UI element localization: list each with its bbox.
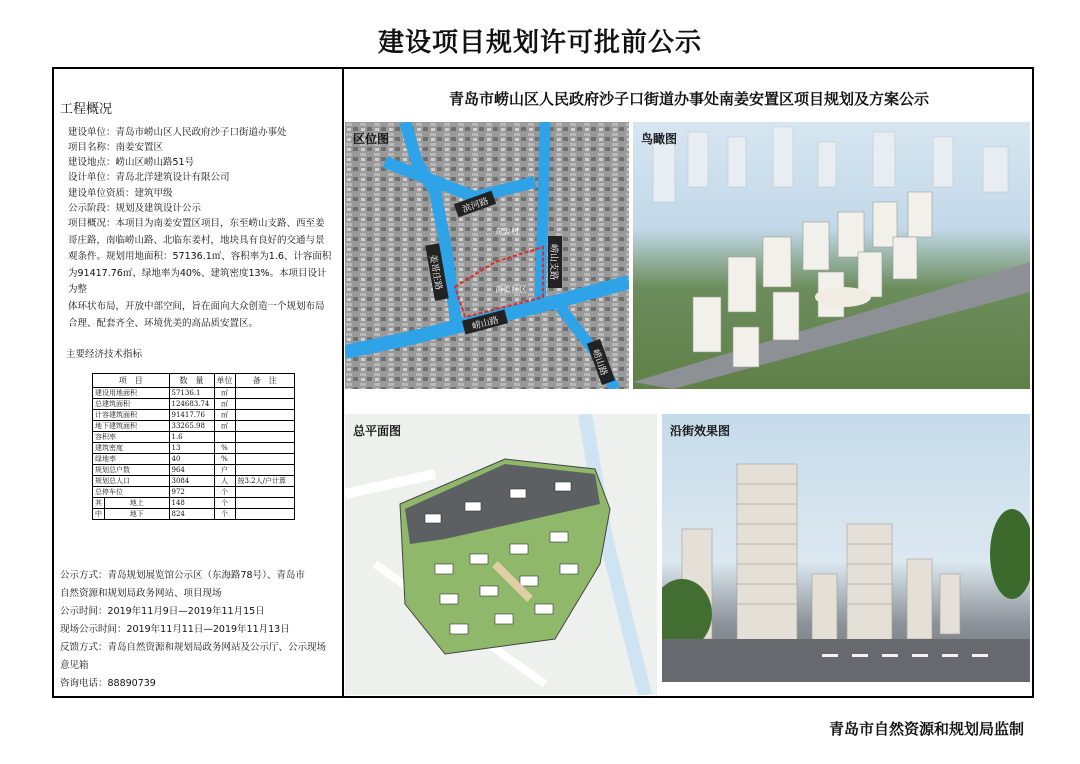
cell	[214, 432, 235, 443]
cell: 总建筑面积	[93, 399, 170, 410]
supervisor-credit: 青岛市自然资源和规划局监制	[828, 720, 1024, 738]
cell: %	[214, 443, 235, 454]
cell	[235, 399, 295, 410]
econ-table	[92, 373, 295, 520]
desc-line: 为91417.76㎡、绿地率为40%、建筑密度13%。本项目设计为整	[68, 267, 327, 296]
cell	[235, 498, 295, 509]
map-label-binhe-road: 滨河路	[461, 196, 491, 216]
panel-divider	[342, 67, 344, 698]
desc-line: 观条件。规划用地面积：57136.1㎡、容积率为1.6、计容面积	[68, 251, 332, 263]
table-row	[93, 476, 295, 487]
cell: 148	[169, 498, 214, 509]
desc-line: 项目概况：本项目为南姜安置区项目，东至崂山支路、西至姜	[68, 217, 325, 229]
notice-line: 公示方式：青岛规划展览馆公示区（东海路78号）、青岛市	[60, 570, 305, 581]
overview-row-project: 项目名称：南姜安置区	[68, 141, 164, 153]
cell: ㎡	[214, 388, 235, 399]
cell: 中	[93, 509, 105, 520]
cell: 地下	[105, 509, 170, 520]
econ-col-note: 备 注	[235, 374, 295, 388]
cell: 地上	[105, 498, 170, 509]
cell: 824	[169, 509, 214, 520]
location-map-panel	[345, 122, 629, 389]
cell: 91417.76	[169, 410, 214, 421]
siteplan-image	[345, 414, 657, 695]
cell: 3084	[169, 476, 214, 487]
cell: 规划总人口	[93, 476, 170, 487]
table-row	[93, 498, 295, 509]
cell: 总停车位	[93, 487, 170, 498]
table-row	[93, 487, 295, 498]
cell: 124683.74	[169, 399, 214, 410]
cell: 建设用地面积	[93, 388, 170, 399]
map-label-jiangezhuang-road: 姜哥庄路	[426, 253, 444, 291]
cell	[235, 487, 295, 498]
overview-row-stage: 公示阶段：规划及建筑设计公示	[68, 202, 202, 214]
cell: 规划总户数	[93, 465, 170, 476]
overview-heading: 工程概况	[60, 102, 113, 117]
table-row	[93, 388, 295, 399]
map-label-laoshan-road: 崂山路	[471, 315, 500, 333]
table-row	[93, 421, 295, 432]
street-view-label: 沿街效果图	[670, 424, 731, 438]
birdseye-image	[633, 122, 1030, 389]
table-row	[93, 399, 295, 410]
cell	[235, 410, 295, 421]
overview-row-location: 建设地点：崂山区崂山路51号	[68, 157, 195, 169]
econ-col-item: 项 目	[93, 374, 170, 388]
econ-col-qty: 数 量	[169, 374, 214, 388]
cell: 建筑密度	[93, 443, 170, 454]
birdseye-panel	[633, 122, 1030, 389]
scheme-title: 青岛市崂山区人民政府沙子口街道办事处南姜安置区项目规划及方案公示	[448, 90, 929, 108]
desc-line: 哥庄路，南临崂山路、北临东姜村，地块具有良好的交通与景	[68, 234, 325, 246]
cell	[235, 465, 295, 476]
cell	[235, 509, 295, 520]
cell: ㎡	[214, 399, 235, 410]
cell: 40	[169, 454, 214, 465]
street-view-panel	[662, 414, 1030, 682]
cell: 按3.2人/户计算	[235, 476, 295, 487]
street-view-image	[662, 414, 1030, 682]
cell: ㎡	[214, 410, 235, 421]
map-label-nanjiang-community: 南姜社区	[495, 285, 527, 294]
table-row	[93, 465, 295, 476]
cell: 个	[214, 509, 235, 520]
cell: 964	[169, 465, 214, 476]
cell: 个	[214, 487, 235, 498]
cell: 13	[169, 443, 214, 454]
table-row	[93, 509, 295, 520]
notice-title: 建设项目规划许可批前公示	[377, 28, 702, 58]
notice-info	[60, 567, 338, 693]
desc-line: 体环状布局，开放中部空间，旨在面向大众创造一个规划布局	[68, 301, 325, 313]
map-label-laoshan-road-east: 崂山路	[589, 348, 609, 378]
notice-line: 自然资源和规划局政务网站、项目现场	[60, 588, 222, 600]
cell: 1.6	[169, 432, 214, 443]
cell: 人	[214, 476, 235, 487]
overview-row-builder: 建设单位：青岛市崂山区人民政府沙子口街道办事处	[68, 126, 287, 138]
overview-row-designer: 设计单位：青岛北洋建筑设计有限公司	[68, 172, 230, 184]
notice-line: 公示时间：2019年11月9日—2019年11月15日	[60, 606, 265, 618]
overview-description	[68, 216, 336, 332]
table-row	[93, 443, 295, 454]
cell: 个	[214, 498, 235, 509]
overview-section	[60, 78, 336, 332]
cell: 57136.1	[169, 388, 214, 399]
cell	[235, 432, 295, 443]
birdseye-label: 鸟瞰图	[641, 132, 678, 146]
econ-title: 主要经济技术指标	[66, 349, 143, 360]
overview-row-qualification: 建设单位资质：建筑甲级	[68, 187, 173, 199]
location-map-image	[345, 122, 629, 389]
cell	[235, 421, 295, 432]
cell: %	[214, 454, 235, 465]
map-label-laoshan-branch-road: 崂山支路	[548, 243, 558, 281]
table-row	[93, 454, 295, 465]
econ-header-row	[93, 374, 295, 388]
notice-line: 现场公示时间：2019年11月11日—2019年11月13日	[60, 624, 290, 636]
cell	[235, 388, 295, 399]
cell: 计容建筑面积	[93, 410, 170, 421]
cell: 绿地率	[93, 454, 170, 465]
cell	[235, 443, 295, 454]
cell	[235, 454, 295, 465]
desc-line: 合理、配套齐全、环境优美的高品质安置区。	[68, 317, 259, 329]
location-map-label: 区位图	[353, 132, 390, 146]
notice-line: 意见箱	[60, 660, 89, 672]
siteplan-label: 总平面图	[353, 424, 402, 438]
map-label-dongjiang-village: 东姜村	[495, 227, 519, 236]
cell: 户	[214, 465, 235, 476]
cell: 其	[93, 498, 105, 509]
cell: 33265.98	[169, 421, 214, 432]
cell: 972	[169, 487, 214, 498]
siteplan-panel	[345, 414, 657, 695]
notice-line: 咨询电话：88890739	[60, 678, 156, 690]
cell: ㎡	[214, 421, 235, 432]
notice-line: 反馈方式：青岛自然资源和规划局政务网站及公示厅、公示现场	[60, 642, 327, 654]
cell: 地下建筑面积	[93, 421, 170, 432]
table-row	[93, 410, 295, 421]
table-row	[93, 432, 295, 443]
cell: 容积率	[93, 432, 170, 443]
econ-col-unit: 单位	[214, 374, 235, 388]
